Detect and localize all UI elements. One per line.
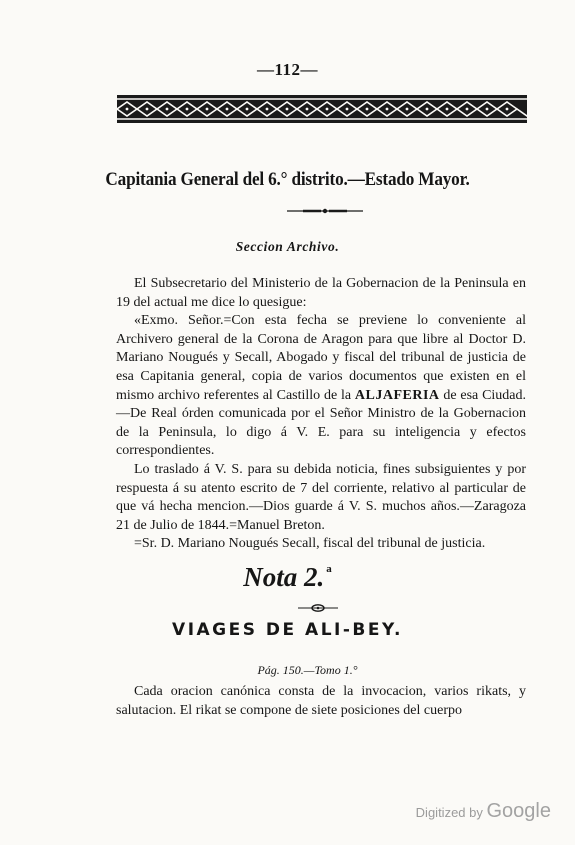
section-title: Seccion Archivo. xyxy=(235,239,340,254)
paragraph-text: «Exmo. Señor.=Con esta fecha se previene lo conveniente al Archivero general de la Corona de Aragon para que libre al Doctor D. Mariano Nougués y Secall, Abogado y fiscal del tribunal de justicia de esa Capitania general, copia de varios documentos que existen en el mismo archivo referentes al Castillo de la xyxy=(116,313,526,403)
note-title xyxy=(0,562,575,593)
small-caps-term: ALJAFERIA xyxy=(354,387,440,403)
note-title-text: Nota 2. xyxy=(243,562,325,592)
google-logo: Google xyxy=(486,800,551,822)
document-heading: Capitania General del 6.° distrito.—Estado Mayor. xyxy=(105,170,470,190)
paragraph: El Subsecretario del Ministerio de la Gobernacion de la Peninsula en 19 del actual me dice lo quesigue: xyxy=(116,276,526,310)
watermark-prefix: Digitized by xyxy=(415,805,483,820)
letter-body xyxy=(116,275,526,554)
paragraph: Cada oracion canónica consta de la invocacion, varios rikats, y salutacion. El rikat se compone de siete posiciones del cuerpo xyxy=(116,684,526,718)
paragraph xyxy=(116,312,526,461)
paragraph-text: de esa Ciudad.—De Real órden comunicada por el Señor Ministro de la Gobernacion de la Peninsula, lo digo á V. E. para su inteligencia y efectos correspondientes. xyxy=(116,387,527,459)
decorative-rule xyxy=(285,206,365,216)
paragraph: Lo traslado á V. S. para su debida noticia, fines subsiguientes y por respuesta á su atento escrito de 7 del corriente, relativo al particular de que vá hecha mencion.—Dios guarde á V. S. muchos años.—Zaragoza 21 de Julio de 1844.=Manuel Breton. xyxy=(116,461,526,533)
digitized-watermark xyxy=(416,800,551,823)
paragraph: =Sr. D. Mariano Nougués Secall, fiscal del tribunal de justicia. xyxy=(134,536,486,552)
ornamental-border xyxy=(117,95,527,123)
page-reference: Pág. 150.—Tomo 1.° xyxy=(257,663,358,677)
chapter-title: VIAGES DE ALI-BEY. xyxy=(172,620,403,640)
note-superscript: a xyxy=(326,563,332,575)
small-ornament xyxy=(298,603,338,613)
page-number: —112— xyxy=(256,60,319,79)
note-body xyxy=(116,683,526,720)
